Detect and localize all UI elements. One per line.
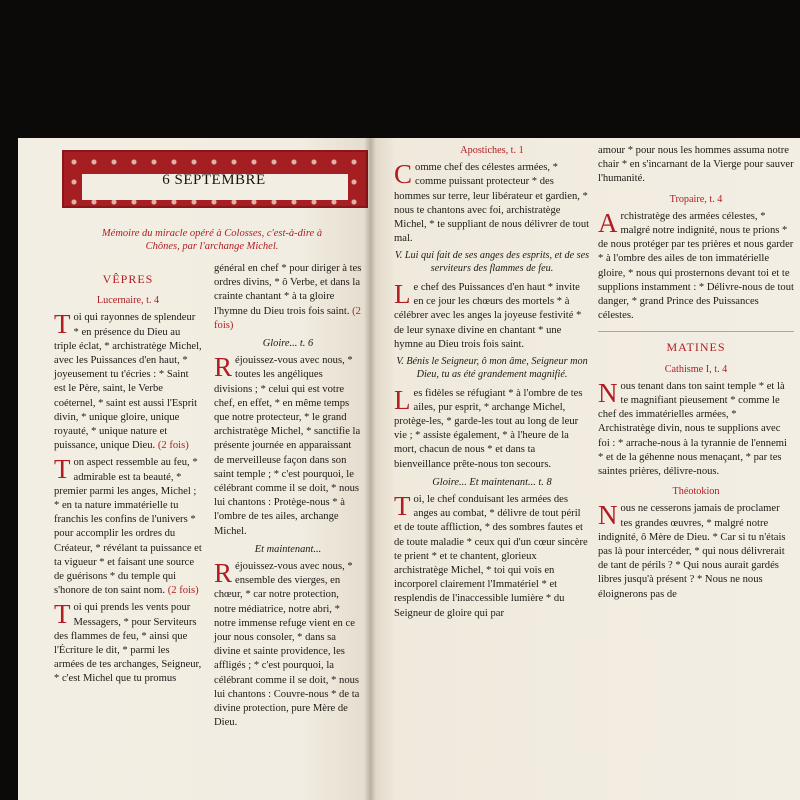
left-column-1 xyxy=(54,266,202,690)
repeat-note: (2 fois) xyxy=(157,440,189,452)
hymn-paragraph: Toi, le chef conduisant les armées des anges au combat, * délivre de tout péril et de toute affliction, * des sombres fautes et de toute maladie * ceux qui d'un cœur sincère te prient * et te chantent, glorieux archistratège Michel, * toi qui vois en incorporel clairement l'Immatériel * et resplendis de l'inaccessible lumière * du Seigneur de gloire qui par xyxy=(394,491,588,619)
hymn-paragraph: général en chef * pour diriger à tes ordres divins, * ô Verbe, et dans la crainte chantant * à ta gloire l'hymne du Dieu trois fois saint. (2 fois) xyxy=(214,263,362,331)
feast-subtitle: Mémoire du miracle opéré à Colosses, c'est-à-dire à Chônes, par l'archange Michel. xyxy=(101,228,323,252)
hymn-paragraph: Archistratège des armées célestes, * malgré notre indignité, nous te prions * de nous protéger par tes prières et nous garder * à l'ombre des ailes de ton immatérielle gloire, * nous qui prosternons devant toi et te supplions instamment : * Délivre-nous de tout danger, * grand Prince des Puissances célestes. xyxy=(598,207,794,322)
drop-cap: T xyxy=(54,454,71,485)
repeat-note: (2 fois) xyxy=(214,305,361,331)
left-page xyxy=(18,138,370,800)
hymn-paragraph: Les fidèles se réfugiant * à l'ombre de tes ailes, pur esprit, * archange Michel, protège-les, * garde-les tout au long de leur vie ; * assiste également, * à l'heure de la mort, chacun de nous * et dans ta bienveillance prête-nous ton secours. xyxy=(394,384,583,470)
cathisme-label: Cathisme I, t. 4 xyxy=(664,363,728,375)
open-book xyxy=(18,138,800,800)
section-heading-matines: MATINES xyxy=(666,340,726,355)
psalm-verse: V. Bénis le Seigneur, ô mon âme, Seigneur mon Dieu, tu as été grandement magnifié. xyxy=(396,356,588,380)
repeat-note: (2 fois) xyxy=(167,585,199,597)
hymn-paragraph: Toi qui rayonnes de splendeur * en présence du Dieu au triple éclat, * archistratège Michel, avec les Puissances d'en haut, * joyeusement tu t'écries : * Saint est le Père, saint, le Verbe coéternel, * saint est aussi l'Esprit divin, * unique gloire, unique royauté, * unique nature et puissance, unique Dieu. (2 fois) xyxy=(54,309,202,452)
maintenant-rubric: Et maintenant... xyxy=(254,543,322,555)
drop-cap: T xyxy=(54,309,71,340)
section-heading-vepres: VÊPRES xyxy=(102,272,154,286)
right-page xyxy=(370,138,800,800)
hymn-paragraph: Nous ne cesserons jamais de proclamer tes grandes œuvres, * malgré notre indignité, ô Mère de Dieu. * Car si tu n'étais pas là pour intercéder, * qui nous délivrerait de tant de périls ? * Qui nous aurait gardés libres jusqu'à présent ? * Nous ne nous éloignerons pas de xyxy=(598,500,786,600)
hymn-paragraph: Comme chef des célestes armées, * comme puissant protecteur * des hommes sur terre, leur libérateur et gardien, * nous te chantons avec foi, archistratège Michel, * te suppliant de nous délivrer de tout mal. xyxy=(394,159,590,245)
drop-cap: N xyxy=(598,377,618,408)
hymn-paragraph: Toi qui prends les vents pour Messagers, * pour Serviteurs des flammes de feu, * ainsi que l'Écriture le dit, * parmi les armées de tes archanges, Seigneur, * c'est Michel que tu promus xyxy=(54,599,202,685)
drop-cap: L xyxy=(394,279,411,310)
right-column-1 xyxy=(394,144,590,624)
drop-cap: C xyxy=(394,159,413,190)
tropaire-label: Tropaire, t. 4 xyxy=(669,193,723,205)
date-title: 6 SEPTEMBRE xyxy=(162,172,266,188)
hymn-paragraph: Réjouissez-vous avec nous, * toutes les angéliques divisions ; * celui qui est votre chef, en effet, * en même temps que notre protecteur, * le grand archistratège Michel, * sanctifie la présente journée en apparaissant de merveilleuse façon dans son saint temple ; * c'est pourquoi, le célébrant comme il se doit, * nous lui chantons : Protège-nous * à l'ombre de tes ailes, archange Michel. xyxy=(214,352,361,537)
drop-cap: T xyxy=(394,491,411,522)
left-column-2 xyxy=(214,262,362,734)
book-gutter xyxy=(364,138,376,800)
hymn-paragraph: Ton aspect ressemble au feu, * admirable est ta beauté, * premier parmi les anges, Michel ; * en ta nature immatérielle tu franchis les confins de l'univers * pour accomplir les ordres du Créateur, * révélant ta puissance et ta vigueur * et faisant une source de guérisons * du temple qui s'honore de ton saint nom. (2 fois) xyxy=(54,454,202,597)
drop-cap: A xyxy=(598,207,618,238)
theotokion-label: Théotokion xyxy=(672,486,720,498)
drop-cap: R xyxy=(214,558,233,589)
drop-cap: N xyxy=(598,500,618,531)
hymn-paragraph: Nous tenant dans ton saint temple * et là te magnifiant pieusement * comme le chef des immatérielles armées, * Archistratège divin, nous te supplions avec foi : * arrache-nous à la tyrannie de l'ennemi * et de la géhenne nous menaçant, * par tes saintes prières, délivre-nous. xyxy=(598,377,787,478)
right-column-2 xyxy=(598,144,794,605)
hymn-paragraph: Réjouissez-vous avec nous, * ensemble des vierges, en chœur, * car notre protection, notre médiatrice, notre abri, * notre immense refuge vient en ce jour nous consoler, * dans sa divine et sainte providence, les affligés ; * c'est pourquoi, la célébrant comme il se doit, * nous lui chantons : Couvre-nous * de ta divine protection, pure Mère de Dieu. xyxy=(214,558,360,729)
drop-cap: T xyxy=(54,599,71,630)
psalm-verse: V. Lui qui fait de ses anges des esprits, et de ses serviteurs des flammes de feu. xyxy=(394,250,590,275)
tone-label: Apostiches, t. 1 xyxy=(460,145,524,156)
drop-cap: L xyxy=(394,384,411,415)
drop-cap: R xyxy=(214,352,233,383)
gloire-rubric: Gloire... t. 6 xyxy=(262,338,314,350)
section-divider xyxy=(598,331,794,332)
hymn-paragraph: Le chef des Puissances d'en haut * invite en ce jour les chœurs des mortels * à célébrer avec les anges la joyeuse festivité * de leur synaxe divine en chantant * une hymne au Dieu trois fois saint. xyxy=(394,279,582,350)
gloire-rubric: Gloire... Et maintenant... t. 8 xyxy=(432,476,552,488)
tone-label: Lucernaire, t. 4 xyxy=(96,295,160,307)
hymn-paragraph: amour * pour nous les hommes assuma notre chair * en s'incarnant de la Vierge pour sauver l'humanité. xyxy=(598,145,794,185)
